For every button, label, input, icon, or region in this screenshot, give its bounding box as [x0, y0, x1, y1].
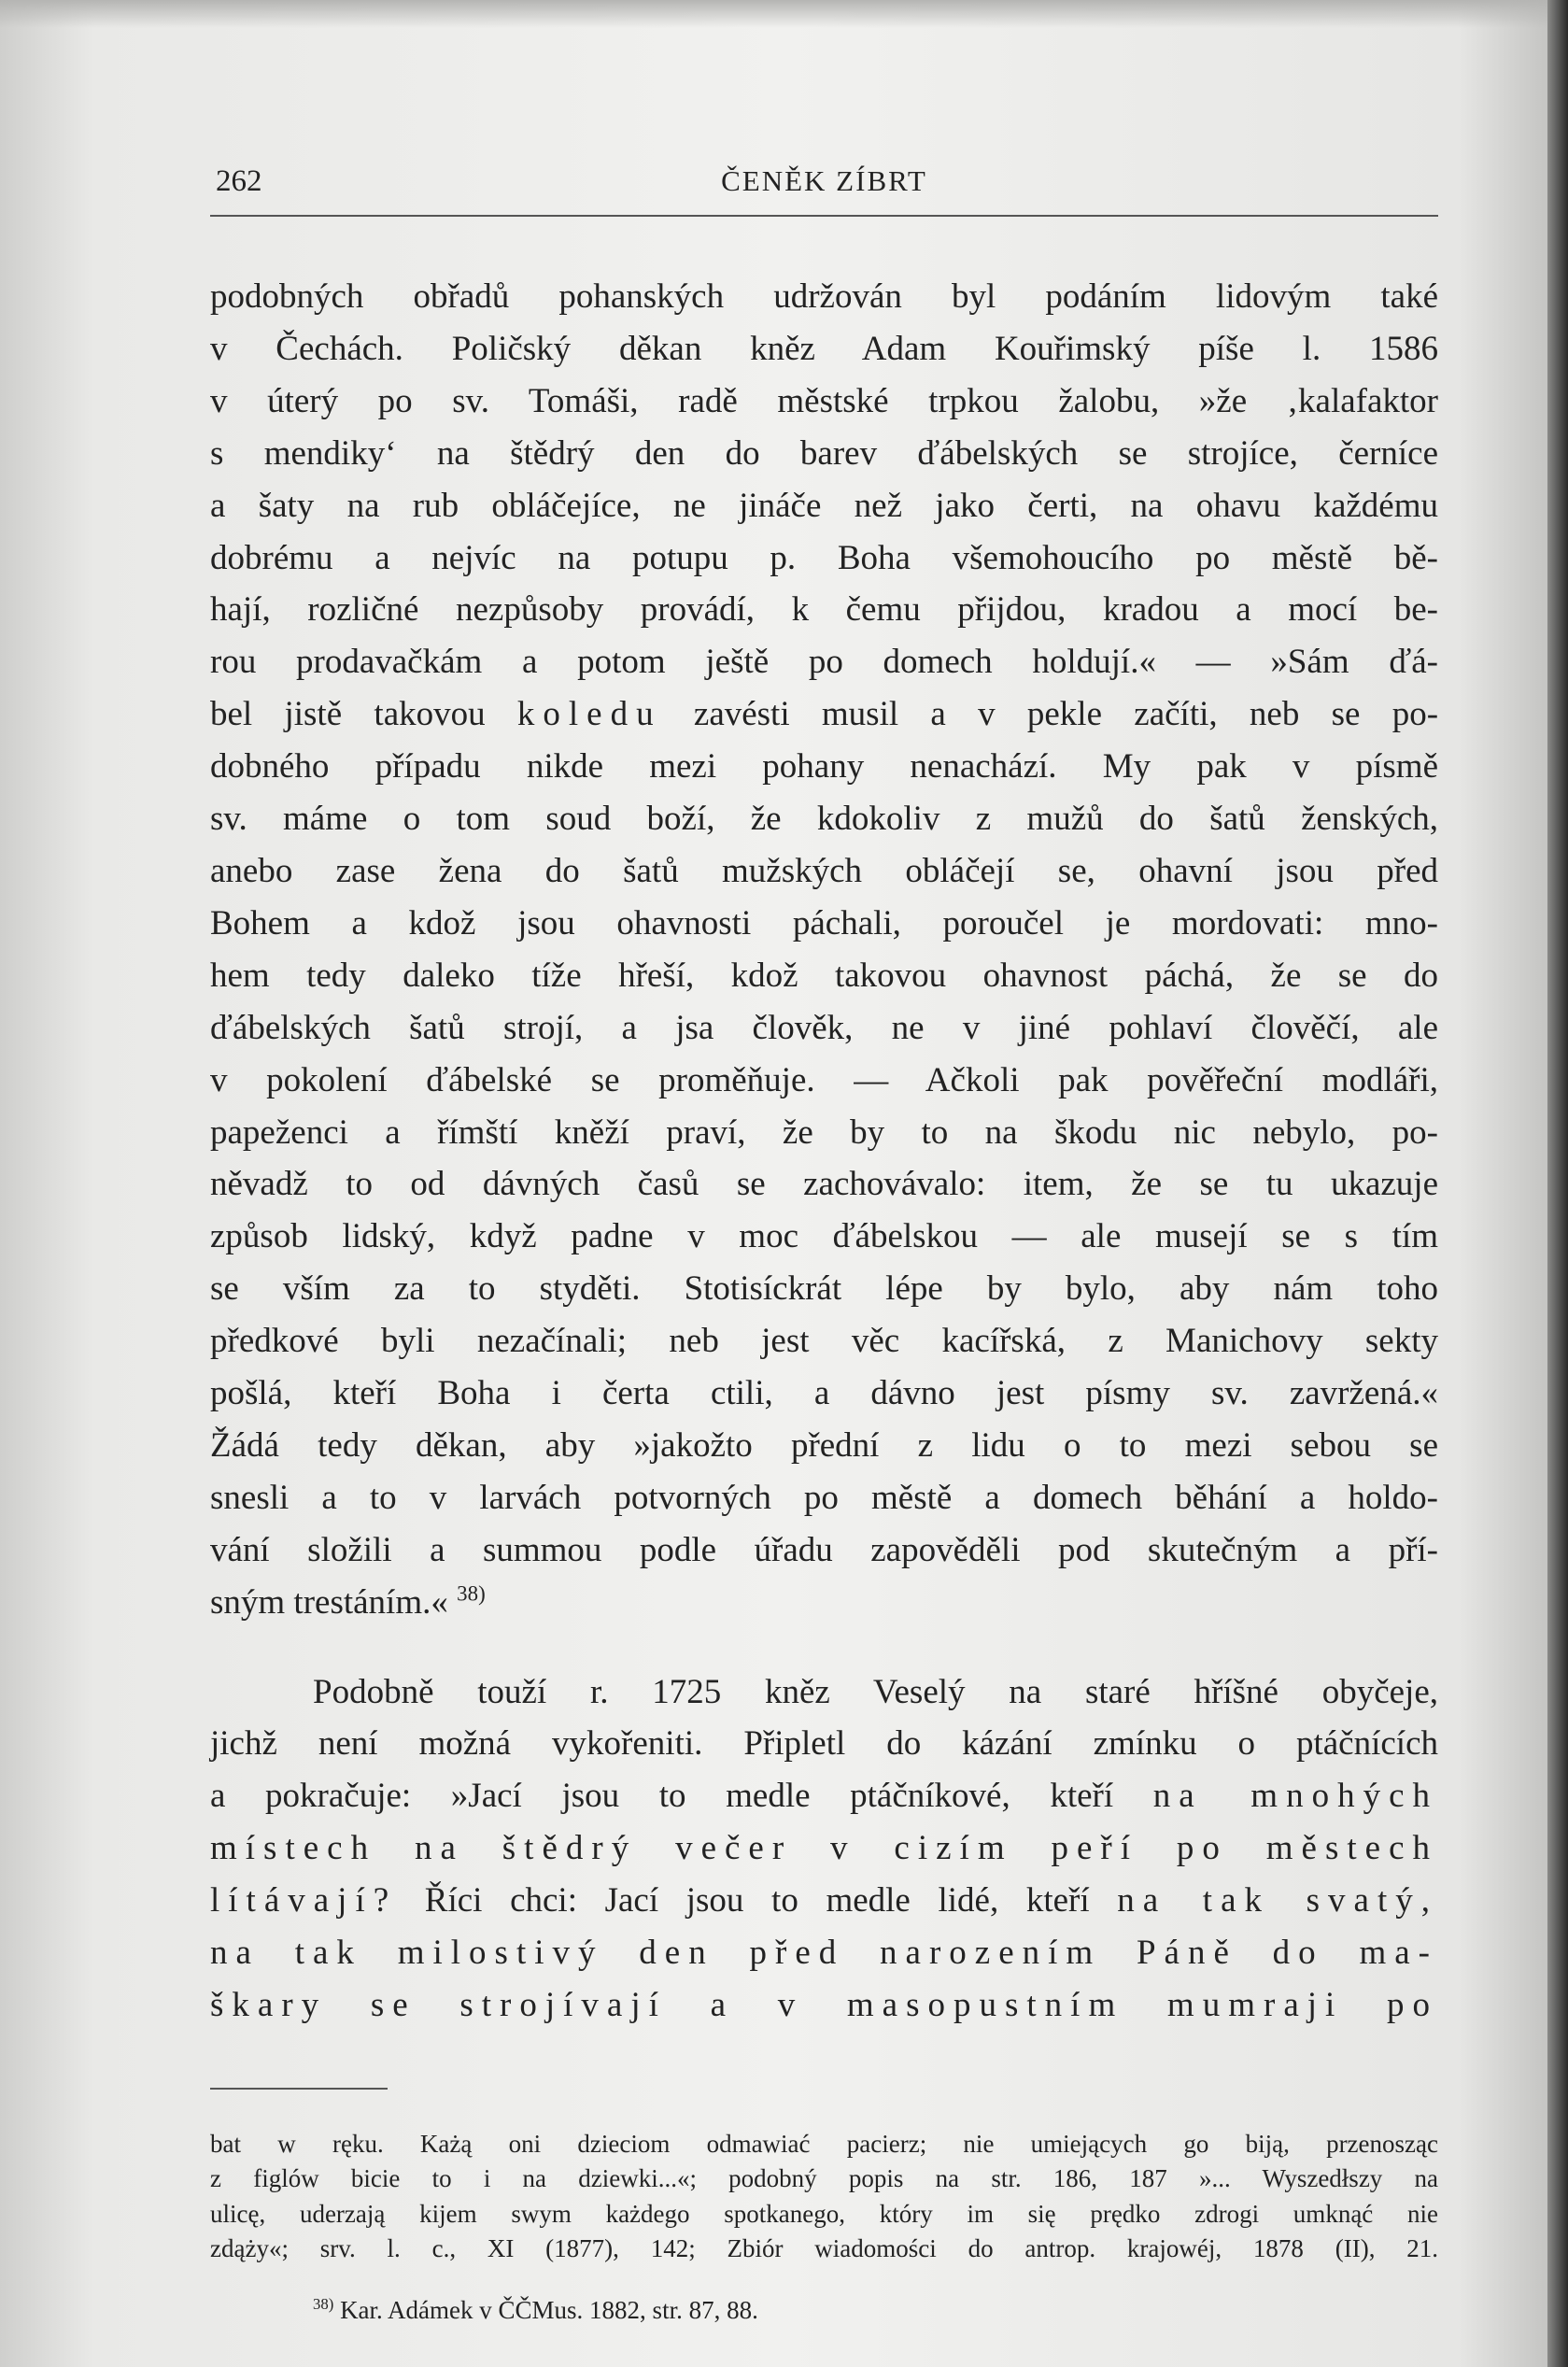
footnote-divider: [210, 2088, 388, 2090]
footnote-number: 38): [313, 2294, 334, 2313]
text-line: jichž není možná vykořeniti. Připletl do kázání zmínku o ptáčnících: [210, 1724, 1438, 1764]
text-line: sv. máme o tom soud boží, že kdokoliv z mužů do šatů ženských,: [210, 800, 1438, 839]
emphasized-text-line: na tak milostivý den před narozením Páně do ma-: [210, 1934, 1438, 1973]
running-head: ČENĚK ZÍBRT: [721, 164, 927, 197]
footnote-text: Kar. Adámek v ČČMus. 1882, str. 87, 88.: [340, 2295, 758, 2324]
paragraph-2: [210, 1666, 1438, 2032]
emphasized-text: koledu: [516, 695, 662, 734]
footnote-line: bat w ręku. Każą oni dzieciom odmawiać pacierz; nie umiejących go biją, przenosząc: [210, 2129, 1438, 2158]
page-header: [210, 149, 1438, 217]
scan-top-shadow: [0, 0, 1568, 28]
text-line: vání složili a summou podle úřadu zapověděli pod skutečným a pří-: [210, 1530, 1438, 1569]
text-segment: sným trestáním.«: [210, 1582, 448, 1622]
text-line: s mendiky‘ na štědrý den do barev ďábelských se strojíce, černíce: [210, 433, 1438, 473]
text-segment: Říci chci: Jací jsou to medle lidé, kteří: [424, 1881, 1090, 1921]
text-line: ďábelských šatů strojí, a jsa člověk, ne v jiné pohlaví člověčí, ale: [210, 1008, 1438, 1047]
page-number: 262: [216, 164, 262, 198]
text-line: způsob lidský, když padne v moc ďábelskou — ale musejí se s tím: [210, 1217, 1438, 1256]
text-line: snesli a to v larvách potvorných po městě a domech běhání a holdo-: [210, 1478, 1438, 1517]
text-line: v Čechách. Poličský děkan kněz Adam Kouřimský píše l. 1586: [210, 329, 1438, 368]
text-line: podobných obřadů pohanských udržován byl podáním lidovým také: [210, 277, 1438, 316]
text-line: [210, 1577, 1438, 1629]
text-line: Žádá tedy děkan, aby »jakožto přední z lidu o to mezi sebou se: [210, 1425, 1438, 1465]
footnote-reference: 38): [457, 1581, 486, 1606]
text-line: v pokolení ďábelské se proměňuje. — Ačkoli pak pověřeční modláři,: [210, 1060, 1438, 1099]
emphasized-text-line: škary se strojívají a v masopustním mumraji po: [210, 1986, 1438, 2024]
text-line: rou prodavačkám a potom ještě po domech holdují.« — »Sám ďá-: [210, 643, 1438, 682]
text-line: předkové byli nezačínali; neb jest věc kacířská, z Manichovy sekty: [210, 1322, 1438, 1361]
text-line: [210, 688, 1438, 741]
emphasized-text: na tak svatý,: [1117, 1881, 1438, 1921]
text-line: hem tedy daleko tíže hřeší, kdož takovou ohavnost páchá, že se do: [210, 956, 1438, 995]
emphasized-text-line: místech na štědrý večer v cizím peří po městech: [210, 1829, 1438, 1868]
text-segment: a pokračuje: »Jací jsou to medle ptáčníkové, kteří: [210, 1777, 1114, 1816]
main-text: [210, 271, 1438, 2032]
text-line: něvadž to od dávných časů se zachovávalo: item, že se tu ukazuje: [210, 1165, 1438, 1204]
paragraph-1: [210, 271, 1438, 1629]
text-line: v úterý po sv. Tomáši, radě městské trpkou žalobu, »že ‚kalafaktor: [210, 381, 1438, 420]
text-line: pošlá, kteří Boha i čerta ctili, a dávno jest písmy sv. zavržená.«: [210, 1374, 1438, 1413]
text-line: a šaty na rub obláčejíce, ne jináče než jako čerti, na ohavu každému: [210, 486, 1438, 525]
emphasized-text: lítávají?: [210, 1881, 398, 1921]
footnote-line: z figlów bicie to i na dziewki...«; podobný popis na str. 186, 187 »... Wyszedłszy na: [210, 2164, 1438, 2193]
text-line: papeženci a římští kněží praví, že by to na škodu nic nebylo, po-: [210, 1113, 1438, 1152]
text-line: Bohem a kdož jsou ohavnosti páchali, poroučel je mordovati: mno-: [210, 903, 1438, 943]
footnote-line: zdąży«; srv. l. c., XI (1877), 142; Zbiór wiadomości do antrop. krajowéj, 1878 (II), 21.: [210, 2234, 1438, 2263]
text-line: Podobně touží r. 1725 kněz Veselý na staré hříšné obyčeje,: [313, 1672, 1438, 1711]
text-segment: zavésti musil a v pekle začíti, neb se po-: [693, 695, 1439, 734]
text-line: hají, rozličné nezpůsoby provádí, k čemu přijdou, kradou a mocí be-: [210, 590, 1438, 630]
footnote-line: ulicę, uderzają kijem swym każdego spotkanego, który im się prędko zdrogi umknąć nie: [210, 2199, 1438, 2228]
footnotes: [210, 2127, 1438, 2329]
footnote-38: [210, 2293, 1438, 2329]
emphasized-text: na mnohých: [1152, 1777, 1439, 1816]
text-line: se vším za to styděti. Stotisíckrát lépe by bylo, aby nám toho: [210, 1269, 1438, 1309]
text-line: dobrému a nejvíc na potupu p. Boha všemohoucího po městě bě-: [210, 538, 1438, 577]
text-line: [210, 1770, 1438, 1822]
book-page: [210, 149, 1438, 2328]
text-segment: bel jistě takovou: [210, 695, 486, 734]
text-line: [210, 1875, 1438, 1927]
text-line: dobného případu nikde mezi pohany nenachází. My pak v písmě: [210, 747, 1438, 787]
text-line: anebo zase žena do šatů mužských obláčejí se, ohavní jsou před: [210, 851, 1438, 890]
scan-right-edge: [1547, 0, 1568, 2367]
paragraph-gap: [210, 1629, 1438, 1666]
footnote-continued: [210, 2127, 1438, 2267]
